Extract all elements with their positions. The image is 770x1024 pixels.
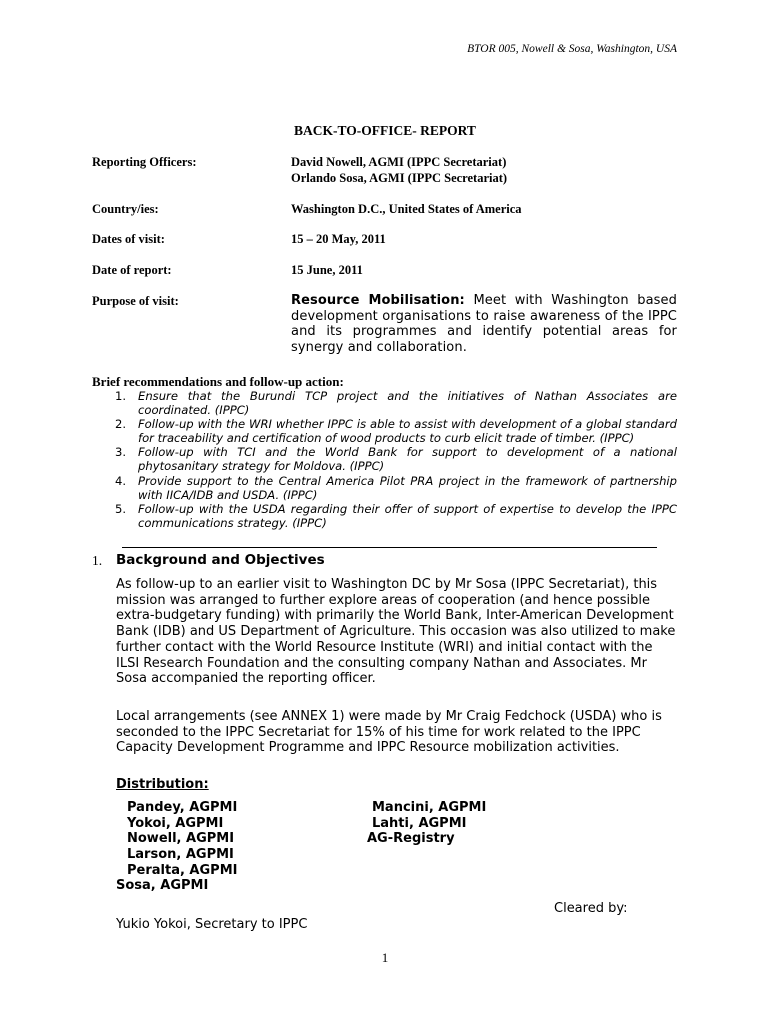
recommendation-number: 2.	[115, 417, 127, 432]
recommendation-text: Follow-up with the USDA regarding their offer of support of expertise to develop the IPPC communications strategy. (IPPC)	[138, 501, 677, 530]
recommendation-text: Follow-up with TCI and the World Bank for support to development of a national phytosanitary strategy for Moldova. (IPPC)	[138, 445, 677, 474]
recommendation-item	[115, 502, 677, 530]
recommendation-item	[115, 445, 677, 473]
reporting-officers-label: Reporting Officers:	[92, 155, 197, 169]
dates-of-visit-label: Dates of visit:	[92, 232, 165, 246]
report-title: BACK-TO-OFFICE- REPORT	[294, 123, 476, 138]
distribution-list-left	[127, 800, 237, 879]
recommendation-text: Provide support to the Central America Pilot PRA project in the framework of partnership with IICA/IDB and USDA. (IPPC)	[138, 473, 677, 502]
recommendations-list	[115, 389, 677, 530]
recommendation-text: Follow-up with the WRI whether IPPC is able to assist with development of a global standard for traceability and certification of wood products to curb elicit trade of timber. (IPPC)	[138, 417, 677, 446]
distribution-entry: Peralta, AGPMI	[127, 862, 238, 878]
country-value: Washington D.C., United States of America	[291, 202, 522, 216]
distribution-entry: Larson, AGPMI	[127, 847, 234, 863]
section-divider	[122, 547, 657, 548]
cleared-by-label: Cleared by:	[554, 901, 628, 916]
distribution-entry: Pandey, AGPMI	[127, 800, 238, 815]
recommendation-item	[115, 417, 677, 445]
section-number: 1.	[92, 553, 103, 568]
recommendation-number: 3.	[115, 445, 127, 460]
distribution-entry: Nowell, AGPMI	[127, 831, 235, 847]
country-label: Country/ies:	[92, 202, 159, 216]
distribution-entry: Mancini, AGPMI	[372, 800, 487, 815]
reporting-officer-2: Orlando Sosa, AGMI (IPPC Secretariat)	[291, 171, 508, 185]
recommendation-number: 5.	[115, 501, 127, 516]
recommendation-number: 1.	[115, 389, 127, 403]
header-reference: BTOR 005, Nowell & Sosa, Washington, USA	[467, 43, 677, 55]
purpose-lead: Resource Mobilisation:	[291, 293, 465, 308]
distribution-label: Distribution:	[116, 777, 209, 792]
signatory: Yukio Yokoi, Secretary to IPPC	[116, 917, 308, 932]
recommendation-item	[115, 474, 677, 502]
purpose-text	[291, 293, 677, 355]
recommendation-item	[115, 389, 677, 417]
distribution-entry: AG-Registry	[367, 831, 455, 847]
distribution-entry: Yokoi, AGPMI	[127, 815, 224, 831]
distribution-entry-last: Sosa, AGPMI	[116, 878, 209, 893]
section-title: Background and Objectives	[116, 552, 325, 568]
date-of-report-value: 15 June, 2011	[291, 263, 363, 277]
recommendation-number: 4.	[115, 473, 127, 488]
page-number: 1	[381, 950, 389, 965]
reporting-officer-1: David Nowell, AGMI (IPPC Secretariat)	[291, 155, 507, 169]
background-paragraph-1: As follow-up to an earlier visit to Washington DC by Mr Sosa (IPPC Secretariat), this mission was arranged to further explore areas of cooperation (and hence possible extra-budgetary funding) with primarily the World Bank, Inter-American Development Bank (IDB) and US Department of Agriculture. This occasion was also utilized to make further contact with the World Resource Institute (WRI) and initial contact with the ILSI Research Foundation and the consulting company Nathan and Associates. Mr Sosa accompanied the reporting officer.	[116, 577, 676, 687]
recommendations-heading: Brief recommendations and follow-up action:	[92, 374, 344, 389]
date-of-report-label: Date of report:	[92, 263, 172, 277]
distribution-entry: Lahti, AGPMI	[372, 815, 467, 831]
background-paragraph-2: Local arrangements (see ANNEX 1) were made by Mr Craig Fedchock (USDA) who is seconded to the IPPC Secretariat for 15% of his time for work related to the IPPC Capacity Development Programme and IPPC Resource mobilization activities.	[116, 709, 662, 756]
purpose-body: Meet with Washington based development organisations to raise awareness of the IPPC and its programmes and identify potential areas for synergy and collaboration.	[291, 293, 677, 355]
distribution-list-right	[367, 800, 487, 847]
recommendation-text: Ensure that the Burundi TCP project and the initiatives of Nathan Associates are coordinated. (IPPC)	[138, 389, 677, 418]
purpose-label: Purpose of visit:	[92, 294, 179, 308]
dates-of-visit-value: 15 – 20 May, 2011	[291, 232, 386, 246]
